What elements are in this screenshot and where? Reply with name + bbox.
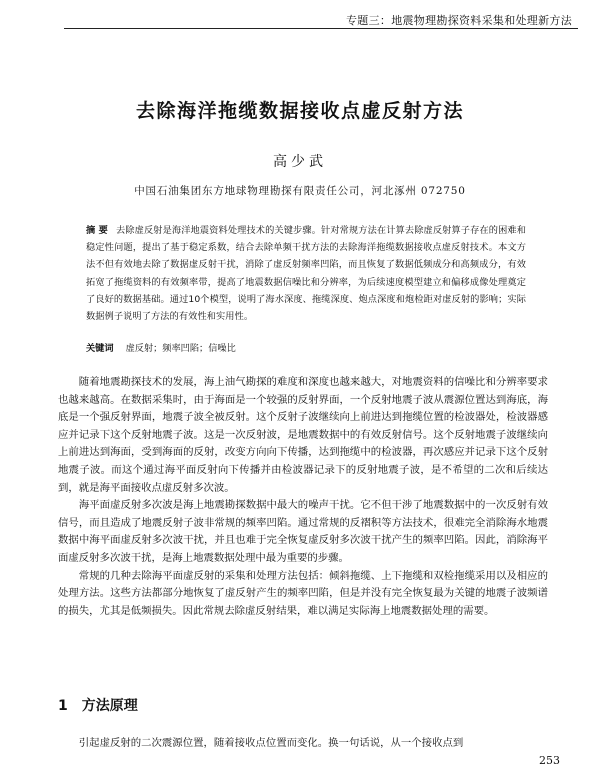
section-body: [58, 735, 548, 753]
header-divider: [64, 28, 578, 29]
section-paragraph: 引起虚反射的二次震源位置，随着接收点位置而变化。换一句话说，从一个接收点到: [78, 737, 464, 749]
keywords-label: 关键词: [86, 343, 114, 354]
abstract-label: 摘 要: [86, 225, 108, 236]
author-name: 高少武: [273, 154, 327, 170]
author-affiliation: 中国石油集团东方地球物理勘探有限责任公司，河北涿州 072750: [134, 185, 466, 197]
section-number: 1: [58, 698, 68, 714]
body-paragraph: 海平面虚反射多次波是海上地震勘探数据中最大的噪声干扰。它不但干涉了地震数据中的一次反射有效信号，而且造成了地震反射子波非常规的频率凹陷。通过常规的反褶积等方法技术，很难完全消除海水地震数据中海平面虚反射多次波干扰，并且也难于完全恢复虚反射多次波干扰产生的频率凹陷。因此，消除海平面虚反射多次波干扰，是海上地震数据处理中最为重要的步骤。: [58, 499, 548, 564]
paper-title: 去除海洋拖缆数据接收点虚反射方法: [135, 100, 464, 122]
section-heading: [58, 695, 138, 715]
introduction-body: [58, 374, 548, 620]
running-head: 专题三：地震物理勘探资料采集和处理新方法: [346, 14, 572, 27]
abstract-text: 去除虚反射是海洋地震资料处理技术的关键步骤。针对常规方法在计算去除虚反射算子存在的困难和稳定性问题，提出了基于稳定系数，结合去除单频干扰方法的去除海洋拖缆数据接收点虚反射技术。本文方法不但有效地去除了数据虚反射干扰，消除了虚反射频率凹陷，而且恢复了数据低频成分和高频成分，有效拓宽了拖缆资料的有效频率带，提高了地震数据信噪比和分辨率，为后续速度模型建立和偏移成像处理奠定了良好的数据基础。通过10个模型，说明了海水深度、拖缆深度、炮点深度和炮检距对虚反射的影响；实际数据例子说明了方法的有效性和实用性。: [86, 225, 527, 323]
body-paragraph: 随着地震勘探技术的发展，海上油气勘探的难度和深度也越来越大，对地震资料的信噪比和分辨率要求也越来越高。在数据采集时，由于海面是一个较强的反射界面，一个反射地震子波从震源位置达到海底，海底是一个强反射界面，地震子波全被反射。这个反射子波继续向上前进达到拖缆位置的检波器处，检波器感应并记录下这个反射地震子波。这是一次反射波，是地震数据中的有效反射信号。这个反射地震子波继续向上前进达到海面，受到海面的反射，改变方向向下传播，达到拖缆中的检波器，再次感应并记录下这个反射地震子波。而这个通过海平面反射向下传播并由检波器记录下的反射地震子波，是不希望的二次和后续达到，就是海平面接收点虚反射多次波。: [58, 376, 548, 494]
section-title: 方法原理: [81, 698, 138, 714]
keywords-text: 虚反射；频率凹陷；信噪比: [125, 343, 236, 354]
keywords: [86, 340, 526, 354]
abstract: [86, 222, 526, 325]
body-paragraph: 常规的几种去除海平面虚反射的采集和处理方法包括：倾斜拖缆、上下拖缆和双检拖缆采用以及相应的处理方法。这些方法都部分地恢复了虚反射产生的频率凹陷，但是并没有完全恢复最为关键的地震子波频谱的损失，尤其是低频损失。因此常规去除虚反射结果，难以满足实际海上地震数据处理的需要。: [58, 569, 548, 617]
page-number: 253: [539, 754, 560, 767]
